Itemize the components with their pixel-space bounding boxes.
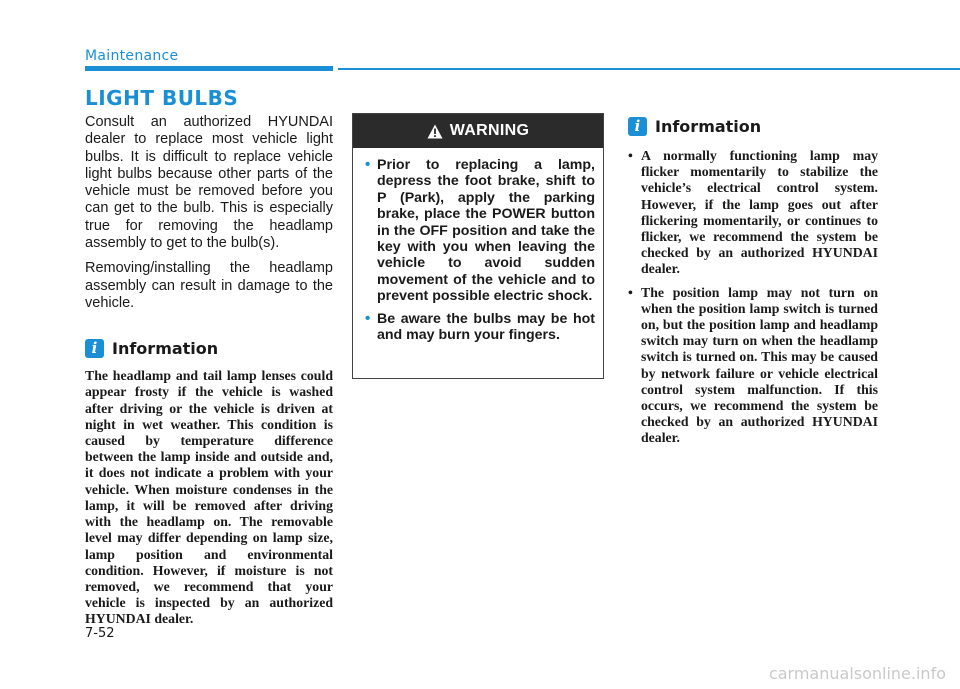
warning-item — [365, 311, 595, 344]
watermark: carmanualsonline.info — [768, 664, 946, 683]
info-icon: i — [628, 117, 647, 136]
damage-paragraph: Removing/installing the headlamp assembly can result in damage to the vehicle. — [85, 260, 333, 311]
info-bullet-item — [628, 285, 878, 447]
warning-header — [353, 114, 603, 148]
info-header-right — [628, 114, 878, 138]
warning-box — [352, 113, 604, 379]
info-title-right: Information — [655, 116, 762, 136]
warning-list — [353, 148, 603, 343]
page-title: LIGHT BULBS — [85, 86, 239, 110]
info-bullet-list — [628, 148, 878, 447]
bullet-dot: • — [365, 309, 371, 327]
header-rule-thin — [338, 68, 960, 70]
section-label: Maintenance — [85, 48, 179, 64]
info-text-left: The headlamp and tail lamp lenses could appear frosty if the vehicle is washed after driving or the vehicle is driven at night in wet weather. This condition is caused by temperature difference between the lamp inside and outside and, it does not indicate a problem with your vehicle. When moisture condenses in the lamp, it will be removed after driving with the headlamp on. The removable level may differ depending on lamp size, lamp position and environmental condition. However, if moisture is not removed, we recommend that your vehicle is inspected by an authorized HYUNDAI dealer. — [85, 368, 333, 627]
warning-triangle-icon — [427, 124, 443, 139]
bullet: • — [628, 148, 633, 163]
bullet-dot: • — [365, 156, 371, 173]
info-title-left: Information — [112, 338, 219, 358]
info-header-left — [85, 336, 333, 360]
info-bullet-text: A normally functioning lamp may flicker momentarily to stabilize the vehicle’s electrical control system. However, if the lamp goes out after flickering momentarily, or continues to flicker, we recommend the system be checked by an authorized HYUNDAI dealer. — [641, 148, 878, 277]
info-bullet-item — [628, 148, 878, 278]
header-rule-thick — [85, 66, 333, 71]
left-column — [85, 114, 333, 628]
intro-paragraph: Consult an authorized HYUNDAI dealer to replace most vehicle light bulbs. It is difficult to replace vehicle light bulbs because other parts of the vehicle must be removed before you can get to the bulb. This is especially true for removing the headlamp assembly to get to the bulb(s). — [85, 114, 333, 252]
right-column — [628, 114, 878, 454]
info-icon: i — [85, 339, 104, 358]
warning-item-text: Be aware the bulbs may be hot and may burn your fingers. — [377, 310, 595, 344]
bullet: • — [628, 284, 633, 300]
warning-title: WARNING — [449, 122, 530, 139]
page-number: 7-52 — [85, 626, 115, 641]
warning-item-text: Prior to replacing a lamp, depress the foot brake, shift to P (Park), apply the parking brake, place the POWER button in the OFF position and take the key with you when leaving the vehicle to avoid sudden movement of the vehicle and to prevent possible electric shock. — [377, 157, 595, 305]
warning-item — [365, 157, 595, 305]
info-bullet-text: The position lamp may not turn on when the position lamp switch is turned on, but the position lamp and headlamp switch may turn on when the headlamp switch is turned on. This may be caused by network failure or vehicle electrical control system malfunction. If this occurs, we recommend the system be checked by an authorized HYUNDAI dealer. — [641, 284, 878, 446]
